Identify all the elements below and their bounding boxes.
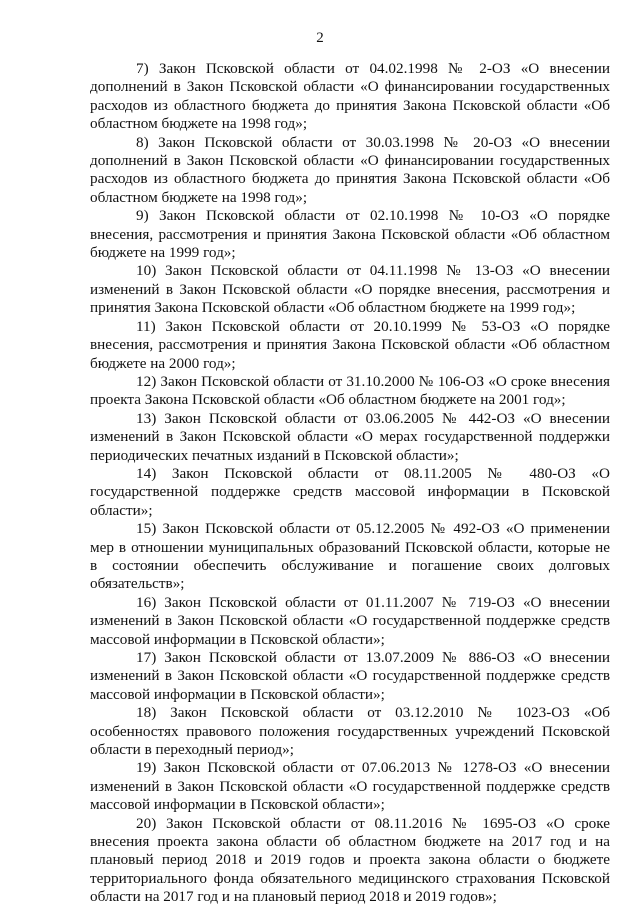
- law-item-9: 9) Закон Псковской области от 02.10.1998 № 10-ОЗ «О порядке внесения, рассмотрения и принятия Закона Псковской области «Об областном бюджете на 1999 год»;: [90, 207, 610, 262]
- law-item-15: 15) Закон Псковской области от 05.12.2005 № 492-ОЗ «О применении мер в отношении муниципальных образований Псковской области, которые не в состоянии обеспечить обслуживание и погашение своих долговых обязательств»;: [90, 520, 610, 593]
- law-item-7: 7) Закон Псковской области от 04.02.1998 № 2-ОЗ «О внесении дополнений в Закон Псковской области «О финансировании государственных расходов из областного бюджета до принятия Закона Псковской области «Об областном бюджете на 1998 год»;: [90, 60, 610, 133]
- law-item-8: 8) Закон Псковской области от 30.03.1998 № 20-ОЗ «О внесении дополнений в Закон Псковской области «О финансировании государственных расходов из областного бюджета до принятия Закона Псковской области «Об областном бюджете на 1998 год»;: [90, 133, 610, 206]
- law-item-11: 11) Закон Псковской области от 20.10.1999 № 53-ОЗ «О порядке внесения, рассмотрения и принятия Закона Псковской области «Об областном бюджете на 2000 год»;: [90, 317, 610, 372]
- page-number: 2: [316, 30, 324, 46]
- law-item-20: 20) Закон Псковской области от 08.11.2016 № 1695-ОЗ «О сроке внесения проекта закона области об областном бюджете на 2017 год и на плановый период 2018 и 2019 годов и проекта закона области о бюджете территориального фонда обязательного медицинского страхования Псковской области на 2017 год и на плановый период 2018 и 2019 годов»;: [90, 814, 610, 906]
- law-item-10: 10) Закон Псковской области от 04.11.1998 № 13-ОЗ «О внесении изменений в Закон Псковской области «О порядке внесения, рассмотрения и принятия Закона Псковской области «Об областном бюджете на 1999 год»;: [90, 262, 610, 317]
- law-item-14: 14) Закон Псковской области от 08.11.2005 № 480-ОЗ «О государственной поддержке средств массовой информации в Псковской области»;: [90, 464, 610, 519]
- law-item-17: 17) Закон Псковской области от 13.07.2009 № 886-ОЗ «О внесении изменений в Закон Псковской области «О государственной поддержке средств массовой информации в Псковской области»;: [90, 649, 610, 703]
- law-item-19: 19) Закон Псковской области от 07.06.2013 № 1278-ОЗ «О внесении изменений в Закон Псковской области «О государственной поддержке средств массовой информации в Псковской области»;: [90, 759, 610, 814]
- law-item-16: 16) Закон Псковской области от 01.11.2007 № 719-ОЗ «О внесении изменений в Закон Псковской области «О государственной поддержке средств массовой информации в Псковской области»;: [90, 593, 610, 648]
- law-item-12: 12) Закон Псковской области от 31.10.2000 № 106-ОЗ «О сроке внесения проекта Закона Псковской области «Об областном бюджете на 2001 год»;: [90, 372, 610, 409]
- law-item-18: 18) Закон Псковской области от 03.12.2010 № 1023-ОЗ «Об особенностях правового положения государственных учреждений Псковской области в переходный период»;: [90, 704, 610, 759]
- law-item-13: 13) Закон Псковской области от 03.06.2005 № 442-ОЗ «О внесении изменений в Закон Псковской области «О мерах государственной поддержки периодических печатных изданий в Псковской области»;: [90, 409, 610, 464]
- law-list: [90, 60, 610, 907]
